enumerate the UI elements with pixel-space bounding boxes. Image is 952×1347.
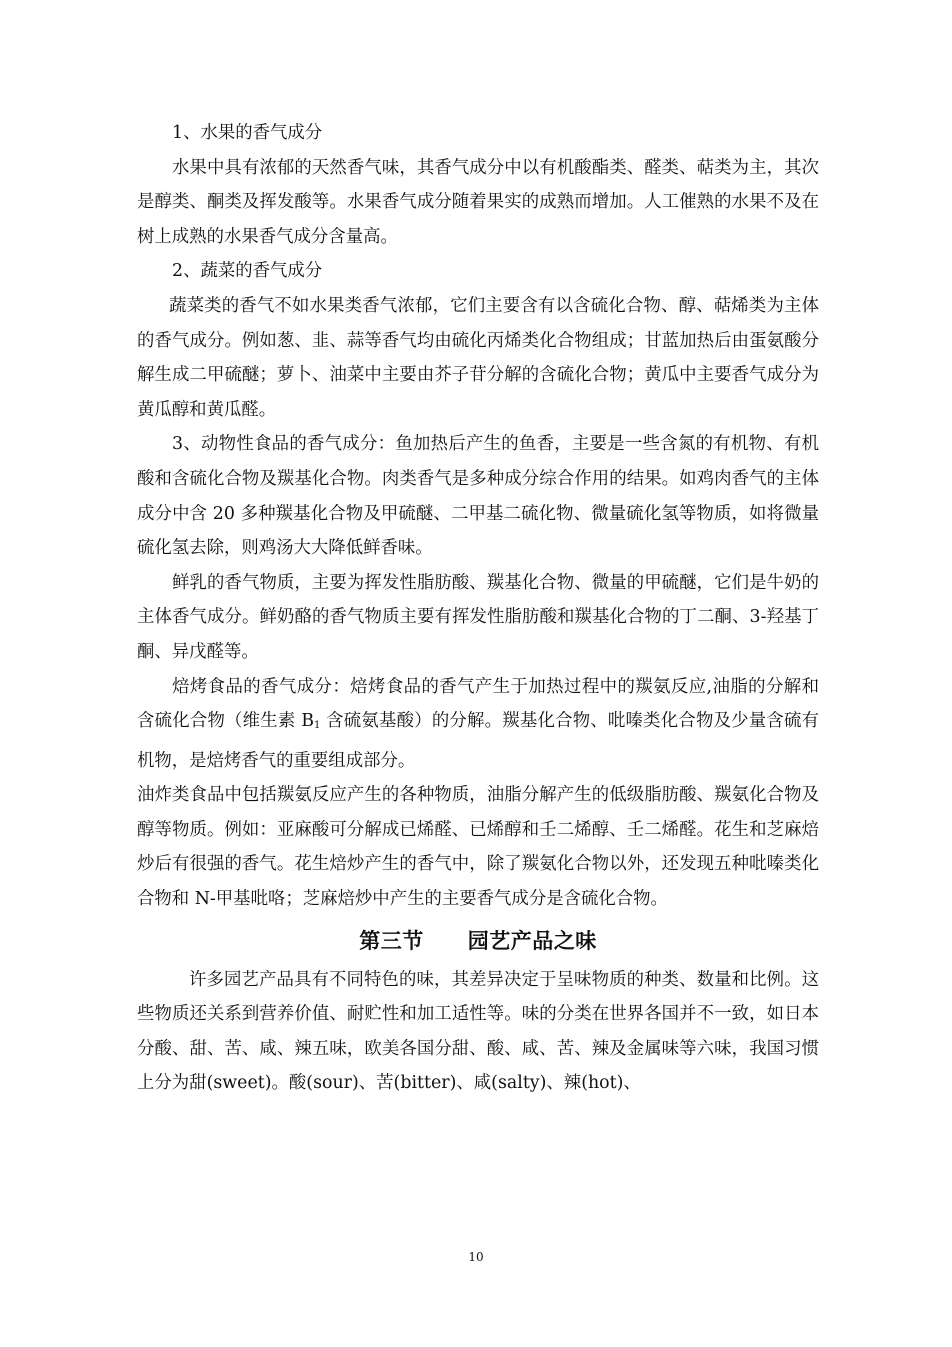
- page-number: 10: [468, 1250, 484, 1264]
- heading-vegetable-aroma: 2、蔬菜的香气成分: [172, 261, 323, 282]
- heading-fruit-aroma: 1、水果的香气成分: [172, 123, 323, 143]
- paragraph-animal-aroma: 3、动物性食品的香气成分：鱼加热后产生的鱼香，主要是一些含氮的有机物、有机酸和含硫化合物及羰基化合物。肉类香气是多种成分综合作用的结果。如鸡肉香气的主体成分中含 20 多种羰基化合物及甲硫醚、二甲基二硫化物、微量硫化氢等物质，如将微量硫化氢去除，则鸡汤大大降低鲜香味。: [137, 434, 819, 559]
- paragraph-fried-aroma: 油炸类食品中包括羰氨反应产生的各种物质，油脂分解产生的低级脂肪酸、羰氨化合物及醇等物质。例如：亚麻酸可分解成已烯醛、已烯醇和壬二烯醇、壬二烯醛。花生和芝麻焙炒后有很强的香气。花生焙炒产生的香气中，除了羰氨化合物以外，还发现五种吡嗪类化合物和 N-甲基吡咯；芝麻焙炒中产生的主要香气成分是含硫化合物。: [137, 785, 819, 910]
- paragraph-vegetable-aroma: 蔬菜类的香气不如水果类香气浓郁，它们主要含有以含硫化合物、醇、萜烯类为主体的香气成分。例如葱、韭、蒜等香气均由硫化丙烯类化合物组成；甘蓝加热后由蛋氨酸分解生成二甲硫醚；萝卜、油菜中主要由芥子苷分解的含硫化合物；黄瓜中主要香气成分为黄瓜醇和黄瓜醛。: [137, 295, 819, 420]
- paragraph-milk-aroma: 鲜乳的香气物质，主要为挥发性脂肪酸、羰基化合物、微量的甲硫醚，它们是牛奶的主体香气成分。鲜奶酪的香气物质主要有挥发性脂肪酸和羰基化合物的丁二酮、3-羟基丁酮、异戊醛等。: [137, 572, 819, 662]
- paragraph-baked-aroma: [137, 670, 819, 779]
- paragraph-fruit-aroma: 水果中具有浓郁的天然香气味，其香气成分中以有机酸酯类、醛类、萜类为主，其次是醇类、酮类及挥发酸等。水果香气成分随着果实的成熟而增加。人工催熟的水果不及在树上成熟的水果香气成分含量高。: [137, 157, 819, 247]
- section-name: 园艺产品之味: [467, 928, 597, 953]
- vitamin-subscript: 1: [314, 720, 321, 732]
- page-body: [137, 116, 819, 1101]
- baked-text-part1: 焙烤食品的香气成分：焙烤食品的香气产生于加热过程中的羰氨反应,油脂的分解和含硫化合物（维生素 B: [137, 676, 819, 732]
- section-number: 第三节: [359, 928, 424, 953]
- paragraph-taste: 许多园艺产品具有不同特色的味，其差异决定于呈味物质的种类、数量和比例。这些物质还关系到营养价值、耐贮性和加工适性等。味的分类在世界各国并不一致，如日本分酸、甜、苦、咸、辣五味，欧美各国分甜、酸、咸、苦、辣及金属味等六味，我国习惯上分为甜(sweet)。酸(sour)、苦(bitter)、咸(salty)、辣(hot)、: [137, 969, 819, 1094]
- baked-text-part2: 含硫氨基酸）的分解。羰基化合物、吡嗪类化合物及少量含硫有机物，是焙烤香气的重要组成部分。: [137, 711, 820, 771]
- section-title: [137, 923, 819, 959]
